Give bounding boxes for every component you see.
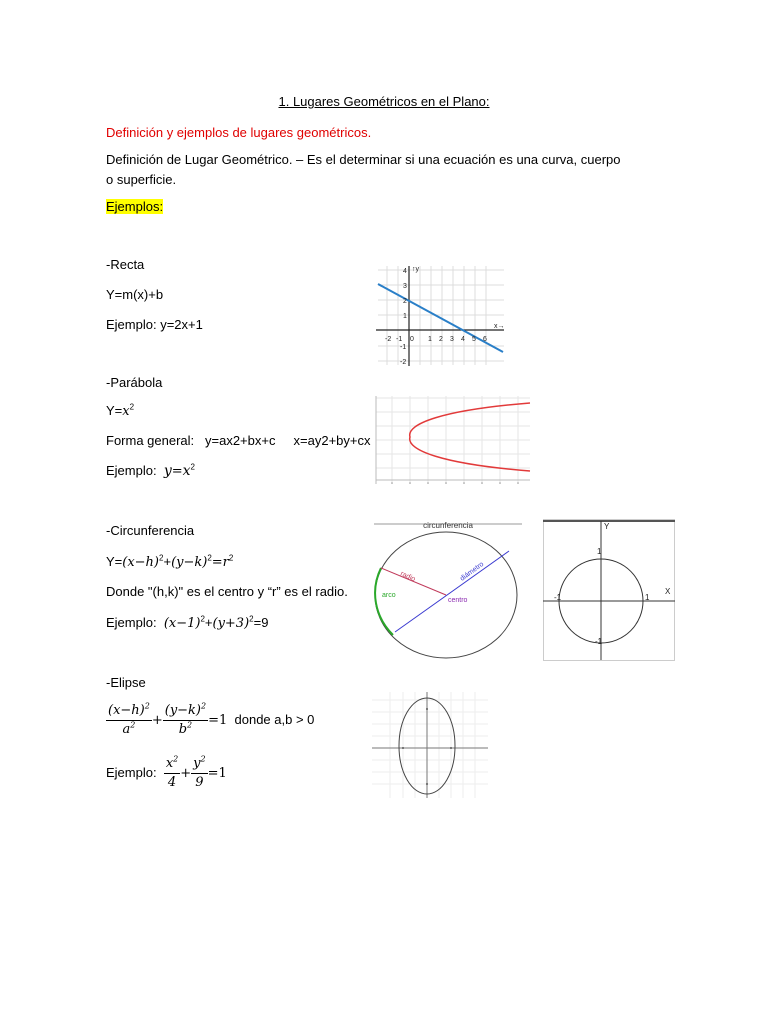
circunferencia-title: -Circunferencia xyxy=(106,523,195,538)
unit-circle-top-tick: 1 xyxy=(597,547,602,556)
parabola-graph xyxy=(372,392,532,492)
section-subheading: Definición y ejemplos de lugares geométricos. xyxy=(106,125,372,140)
recta-x-tick: -1 xyxy=(396,336,403,343)
unit-circle-graph xyxy=(543,519,675,661)
circunferencia-example: Ejemplo: $(x-1)^2+(y+3)^2=9$ xyxy=(106,614,269,631)
recta-x-axis-label: x→ xyxy=(494,323,505,330)
arco-label: arco xyxy=(382,592,396,599)
recta-formula: Y=m(x)+b xyxy=(106,287,164,302)
recta-example: Ejemplo: y=2x+1 xyxy=(106,317,203,332)
arco-arc xyxy=(375,568,393,635)
recta-y-tick: 1 xyxy=(403,313,407,320)
recta-y-axis-label: ↑y xyxy=(412,266,419,273)
examples-label: Ejemplos: xyxy=(106,199,164,214)
elipse-title: -Elipse xyxy=(106,675,146,690)
unit-circle-y-label: Y xyxy=(604,522,610,531)
recta-x-tick: 1 xyxy=(428,336,432,343)
recta-title: -Recta xyxy=(106,257,145,272)
recta-y-tick: -2 xyxy=(400,359,407,366)
unit-circle-left-tick: -1 xyxy=(554,593,562,602)
radio-label: radio xyxy=(399,570,417,584)
recta-y-tick: 2 xyxy=(403,298,407,305)
recta-x-tick: 0 xyxy=(410,336,414,343)
diametro-line xyxy=(395,551,509,632)
recta-graph xyxy=(372,262,506,368)
circunferencia-diagram-title: circunferencia xyxy=(423,521,473,530)
elipse-graph xyxy=(370,690,490,800)
recta-x-tick: 6 xyxy=(483,336,487,343)
parabola-general-form: Forma general: y=ax2+bx+c x=ay2+by+cx xyxy=(106,433,371,448)
recta-x-tick: 4 xyxy=(461,336,465,343)
circunferencia-formula: $Y=(x-h)^2+(y-k)^2=r^2$ xyxy=(106,553,234,570)
elipse-formula: $\frac{(x-h)^2}{a^2}$ + $\frac{(y-k)^2}{b^2}$ =1 donde a,b > 0 xyxy=(108,701,315,737)
recta-x-tick: 3 xyxy=(450,336,454,343)
elipse-example: Ejemplo: $\frac{x^2}{4}$ + $\frac{y^2}{9}$ =1 xyxy=(106,754,227,790)
parabola-title: -Parábola xyxy=(106,375,163,390)
definition-paragraph: Definición de Lugar Geométrico. – Es el determinar si una ecuación es una curva, cuerpo o superficie. xyxy=(106,152,621,187)
recta-x-tick: -2 xyxy=(385,336,392,343)
recta-y-tick: 4 xyxy=(403,268,407,275)
parabola-formula: $Y=x^2$ xyxy=(106,402,135,419)
centro-label: centro xyxy=(448,597,468,604)
diametro-label: diámetro xyxy=(459,560,486,583)
recta-x-tick: 2 xyxy=(439,336,443,343)
recta-y-tick: -1 xyxy=(400,344,407,351)
page-title: 1. Lugares Geométricos en el Plano: xyxy=(278,94,490,109)
recta-x-tick: 5 xyxy=(472,336,476,343)
circunferencia-diagram xyxy=(372,519,524,661)
unit-circle-x-label: X xyxy=(665,587,671,596)
unit-circle-bottom-tick: -1 xyxy=(595,637,603,646)
parabola-example: Ejemplo: $y=x^2$ xyxy=(106,462,195,479)
recta-y-tick: 3 xyxy=(403,283,407,290)
unit-circle-right-tick: 1 xyxy=(645,593,650,602)
circunferencia-note: Donde "(h,k)" es el centro y “r” es el radio. xyxy=(106,584,348,599)
